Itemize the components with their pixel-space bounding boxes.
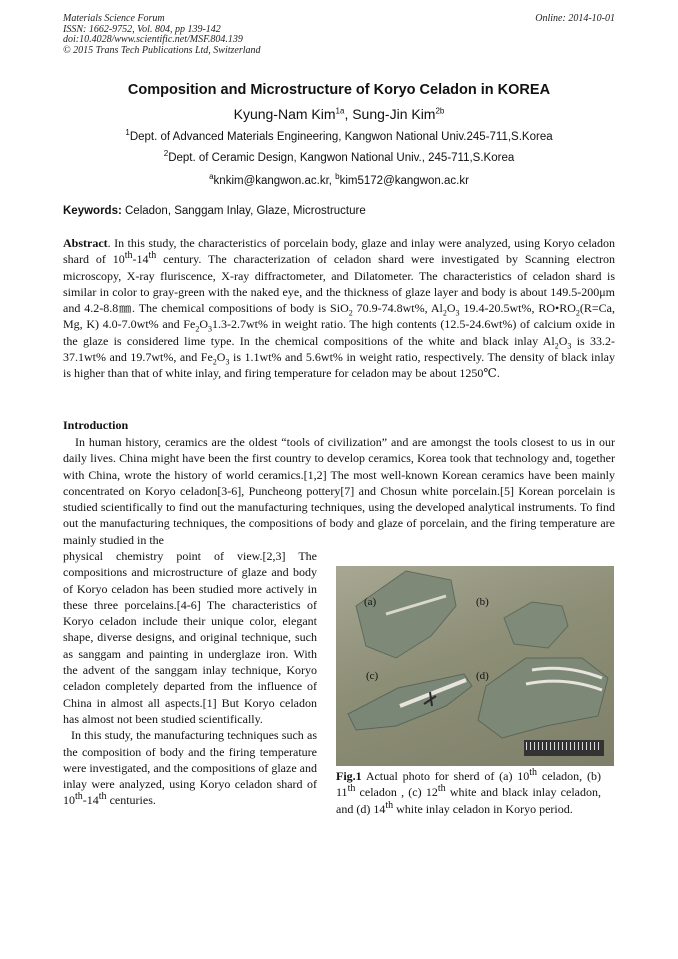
scale-ruler bbox=[524, 740, 604, 756]
shard-a bbox=[356, 571, 456, 658]
affiliation-1 bbox=[63, 128, 615, 143]
figure-label-c: (c) bbox=[366, 670, 379, 682]
caption-label: Fig.1 bbox=[336, 769, 362, 783]
caption-text: white and black inlay celadon, and (d) 14 bbox=[336, 785, 601, 816]
figure-label-a: (a) bbox=[364, 596, 377, 608]
intro-sup: th bbox=[98, 791, 107, 803]
abstract-text: century. The characterization of celadon shard were investigated by Scanning electron microscopy, X-ray fluriscence, X-ray diffractometer, and Dilatometer. The characteristics of celadon shard is similar in color to gray-green with the naked eye, and the thickness of glaze layer and body is about 149.5-200μm and 4.2-8.8㎜. The chemical compositions of body is SiO bbox=[63, 252, 615, 316]
abstract-sub: 2 bbox=[212, 357, 217, 367]
journal-header bbox=[63, 14, 615, 56]
email-line bbox=[63, 172, 615, 187]
figure-1-photo bbox=[336, 566, 614, 766]
caption-sup: th bbox=[437, 783, 446, 795]
abstract-sub: 3 bbox=[567, 341, 572, 351]
keywords-text: Celadon, Sanggam Inlay, Glaze, Microstructure bbox=[121, 205, 366, 217]
abstract-sub: 2 bbox=[554, 341, 559, 351]
email-a-sup: a bbox=[209, 172, 214, 182]
abstract-text: O bbox=[558, 333, 568, 348]
email-b-sup: b bbox=[335, 172, 340, 182]
abstract-text: is 1.1wt% and 5.6wt% in weight ratio, respectively. The density of black inlay is higher than that of white inlay, and firing temperature for celadon may be about 1250℃. bbox=[63, 350, 615, 381]
affiliation-1-sup: 1 bbox=[125, 128, 130, 138]
ruler-ticks bbox=[526, 742, 602, 750]
abstract-label: Abstract bbox=[63, 236, 108, 250]
abstract bbox=[63, 235, 615, 382]
abstract-text: 19.4-20.5wt%, RO•RO bbox=[459, 301, 576, 316]
introduction-column bbox=[63, 548, 317, 809]
abstract-text: is 33.2-37.1wt% and 19.7wt%, and Fe bbox=[63, 333, 615, 365]
issn-line: ISSN: 1662-9752, Vol. 804, pp 139-142 bbox=[63, 23, 221, 35]
shard-illustration bbox=[336, 566, 614, 766]
email-a[interactable]: knkim@kangwon.ac.kr, bbox=[213, 175, 336, 187]
keywords-label: Keywords: bbox=[63, 205, 122, 217]
abstract-text: -14 bbox=[132, 252, 149, 267]
figure-label-b: (b) bbox=[476, 596, 489, 608]
affiliation-2-sup: 2 bbox=[163, 149, 169, 159]
journal-name: Materials Science Forum bbox=[63, 13, 165, 24]
abstract-text: O bbox=[446, 301, 456, 316]
abstract-text: O bbox=[199, 317, 208, 332]
caption-text: Actual photo for sherd of (a) 10 bbox=[361, 769, 530, 783]
intro-text: In this study, the manufacturing techniques such as the composition of body and the firing temperature were investigated, and the compositions of glaze and inlay were analyzed, using Koryo celadon shard of 10 bbox=[63, 728, 317, 808]
doi-line: doi:10.4028/www.scientific.net/MSF.804.139 bbox=[63, 34, 243, 45]
affiliation-1-text: Dept. of Advanced Materials Engineering, Kangwon National Univ.245-711,S.Korea bbox=[129, 131, 553, 143]
abstract-sub: 2 bbox=[442, 308, 447, 318]
author-1: Kyung-Nam Kim bbox=[233, 106, 336, 122]
affiliation-2-text: Dept. of Ceramic Design, Kangwon National Univ., 245-711,S.Korea bbox=[168, 152, 515, 164]
author-line bbox=[63, 106, 615, 122]
abstract-sub: 3 bbox=[225, 357, 230, 367]
online-date: Online: 2014-10-01 bbox=[535, 13, 615, 24]
abstract-sub: 2 bbox=[348, 308, 353, 318]
paper-title: Composition and Microstructure of Koryo Celadon in KOREA bbox=[127, 82, 551, 98]
author-2: Sung-Jin Kim bbox=[352, 106, 436, 122]
introduction-paragraph-1: In human history, ceramics are the oldest “tools of civilization” and are amongst the tools closest to us in our daily lives. China might have been the first country to develop ceramics, Korea took that technology and, together with China, wrote the history of world ceramics.[1,2] The most well-known Korean ceramics have been mainly concentrated on Koryo celadon[3-6], Puncheong pottery[7] and Chosun white porcelain.[5] Korean porcelain is studied scientifically to find out the manufacturing techniques, using the developed analytical instruments. To find out the manufacturing techniques, the compositions of body and glaze of porcelain, and the firing temperature are mainly studied in the bbox=[63, 435, 615, 547]
abstract-text: O bbox=[216, 350, 226, 365]
caption-text: celadon, (b) 11 bbox=[336, 769, 601, 800]
abstract-sub: 2 bbox=[195, 324, 200, 334]
abstract-sub: 2 bbox=[575, 308, 580, 318]
shard-b bbox=[504, 602, 568, 648]
abstract-sup: th bbox=[124, 250, 133, 262]
abstract-text: . In this study, the characteristics of porcelain body, glaze and inlay were analyzed, using Koryo celadon shard of 10 bbox=[63, 236, 615, 267]
copyright-line: © 2015 Trans Tech Publications Ltd, Switzerland bbox=[63, 44, 261, 56]
abstract-sub: 3 bbox=[455, 308, 460, 318]
introduction-paragraph-2: physical chemistry point of view.[2,3] The compositions and microstructure of glaze and body of Koryo celadon has been studied more actively in these three porcelains.[4-6] The characteristics of Koryo celadon include their unique color, elegant shape, diverse designs, and original technique, such as sanggam and painting in underglaze iron. With the advent of the sanggam inlay technique, Koryo celadon completely departed from the influence of China in almost all aspects.[1] But Koryo celadon has almost not been studied scientifically. bbox=[63, 549, 317, 726]
keywords bbox=[63, 205, 615, 217]
intro-text: centuries. bbox=[106, 793, 156, 808]
author-2-sup: 2b bbox=[435, 106, 445, 116]
abstract-text: 70.9-74.8wt%, Al bbox=[352, 301, 443, 316]
caption-text: white inlay celadon in Koryo period. bbox=[393, 801, 573, 816]
affiliation-2 bbox=[63, 149, 615, 164]
caption-sup: th bbox=[385, 799, 394, 811]
abstract-sub: 3 bbox=[207, 324, 212, 334]
intro-sup: th bbox=[75, 791, 83, 803]
figure-label-d: (d) bbox=[476, 670, 489, 682]
figure-1-caption bbox=[336, 768, 601, 817]
abstract-sup: th bbox=[148, 250, 157, 262]
author-1-sup: 1a bbox=[335, 106, 345, 116]
section-heading-introduction: Introduction bbox=[63, 418, 129, 432]
abstract-text: 1.3-2.7wt% in weight ratio. The high contents (12.5-24.6wt%) of calcium oxide in the glaze is considered lime type. In the chemical compositions of the white and black inlay Al bbox=[63, 317, 615, 348]
email-b[interactable]: kim5172@kangwon.ac.kr bbox=[339, 175, 469, 187]
caption-text: celadon , (c) 12 bbox=[355, 785, 438, 800]
intro-text: -14 bbox=[82, 793, 99, 808]
abstract-text: (R=Ca, Mg, K) 4.0-7.0wt% and Fe bbox=[63, 301, 615, 332]
introduction-paragraph-3 bbox=[63, 727, 317, 808]
caption-sup: th bbox=[529, 767, 538, 778]
caption-sup: th bbox=[347, 783, 356, 795]
author-separator: , bbox=[344, 106, 353, 122]
